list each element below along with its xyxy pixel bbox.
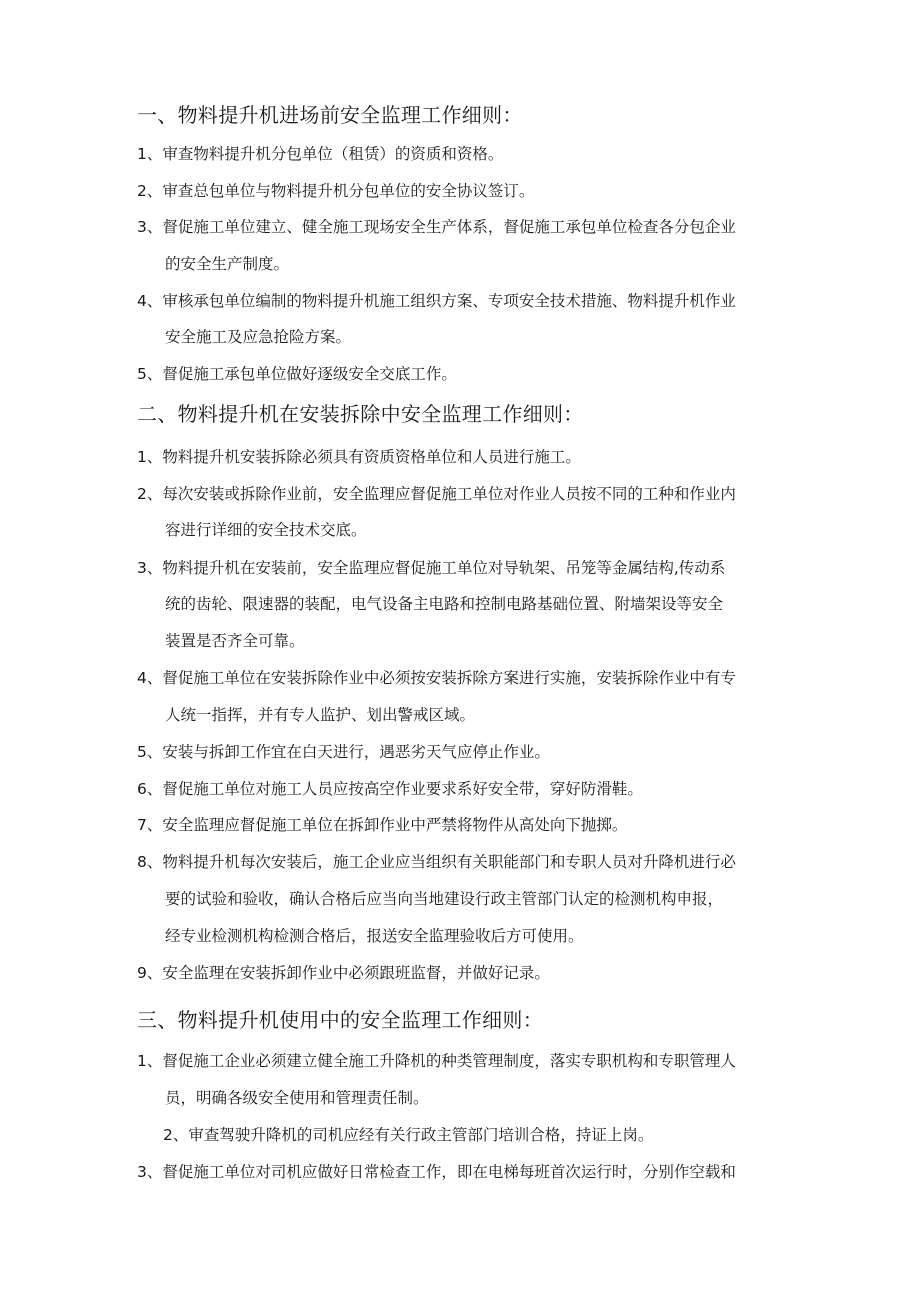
- paragraph-line: 2、每次安装或拆除作业前，安全监理应督促施工单位对作业人员按不同的工种和作业内: [137, 485, 736, 503]
- paragraph-line: 1、审查物料提升机分包单位（租赁）的资质和资格。: [137, 145, 504, 163]
- paragraph-line: 5、安装与拆卸工作宜在白天进行，遇恶劣天气应停止作业。: [137, 743, 550, 761]
- paragraph-line: 经专业检测机构检测合格后，报送安全监理验收后方可使用。: [165, 927, 584, 945]
- paragraph-line: 2、审查驾驶升降机的司机应经有关行政主管部门培训合格，持证上岗。: [163, 1126, 654, 1144]
- paragraph-line: 容进行详细的安全技术交底。: [165, 521, 367, 539]
- paragraph-line: 员，明确各级安全使用和管理责任制。: [165, 1089, 429, 1107]
- paragraph-line: 1、督促施工企业必须建立健全施工升降机的种类管理制度，落实专职机构和专职管理人: [137, 1052, 736, 1070]
- paragraph-line: 8、物料提升机每次安装后，施工企业应当组织有关职能部门和专职人员对升降机进行必: [137, 853, 736, 871]
- paragraph-line: 统的齿轮、限速器的装配，电气设备主电路和控制电路基础位置、附墙架设等安全: [165, 595, 724, 613]
- paragraph-line: 4、督促施工单位在安装拆除作业中必须按安装拆除方案进行实施，安装拆除作业中有专: [137, 669, 736, 687]
- paragraph-line: 的安全生产制度。: [165, 255, 290, 273]
- paragraph-line: 3、督促施工单位对司机应做好日常检查工作，即在电梯每班首次运行时，分别作空载和: [137, 1163, 736, 1181]
- section-heading-1: 一、物料提升机进场前安全监理工作细则：: [137, 103, 523, 127]
- paragraph-line: 7、安全监理应督促施工单位在拆卸作业中严禁将物件从高处向下抛掷。: [137, 816, 628, 834]
- paragraph-line: 3、物料提升机在安装前，安全监理应督促施工单位对导轨架、吊笼等金属结构,传动系: [137, 559, 726, 577]
- paragraph-line: 1、物料提升机安装拆除必须具有资质资格单位和人员进行施工。: [137, 448, 581, 466]
- paragraph-line: 5、督促施工承包单位做好逐级安全交底工作。: [137, 365, 457, 383]
- paragraph-line: 3、督促施工单位建立、健全施工现场安全生产体系，督促施工承包单位检查各分包企业: [137, 218, 736, 236]
- paragraph-line: 要的试验和验收，确认合格后应当向当地建设行政主管部门认定的检测机构申报，: [165, 890, 724, 908]
- section-heading-3: 三、物料提升机使用中的安全监理工作细则：: [137, 1008, 543, 1032]
- paragraph-line: 4、审核承包单位编制的物料提升机施工组织方案、专项安全技术措施、物料提升机作业: [137, 292, 736, 310]
- paragraph-line: 9、安全监理在安装拆卸作业中必须跟班监督，并做好记录。: [137, 964, 550, 982]
- section-heading-2: 二、物料提升机在安装拆除中安全监理工作细则：: [137, 402, 584, 426]
- paragraph-line: 装置是否齐全可靠。: [165, 632, 305, 650]
- paragraph-line: 6、督促施工单位对施工人员应按高空作业要求系好安全带，穿好防滑鞋。: [137, 780, 643, 798]
- paragraph-line: 人统一指挥，并有专人监护、划出警戒区域。: [165, 706, 476, 724]
- paragraph-line: 2、审查总包单位与物料提升机分包单位的安全协议签订。: [137, 182, 535, 200]
- paragraph-line: 安全施工及应急抢险方案。: [165, 328, 352, 346]
